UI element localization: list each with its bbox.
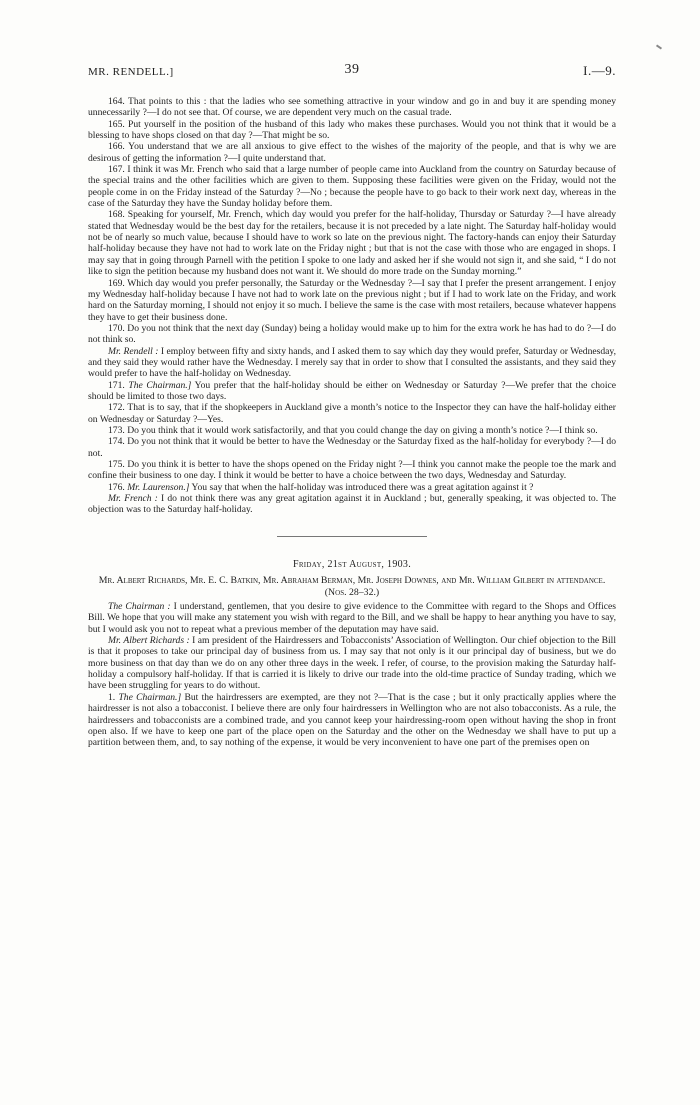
question-number: 171. [108, 379, 129, 391]
speaker-name: The Chairman.] [118, 691, 182, 703]
question-166: 166. You understand that we are all anxious to give effect to the wishes of the majority of the people, and that is why we are desirous of getting the information ?—I quite understand that. [88, 141, 616, 164]
speaker-name: The Chairman.] [128, 379, 192, 391]
page-header [88, 60, 616, 80]
question-172: 172. That is to say, that if the shopkeepers in Auckland give a month’s notice to the Inspector they can have the half-holiday either on Wednesday or Saturday ?—Yes. [88, 402, 616, 425]
question-170: 170. Do you not think that the next day (Sunday) being a holiday would make up to him for the extra work he has had to do ?—I do not think so. [88, 322, 616, 346]
speaker-name: Mr. French : [108, 493, 158, 505]
statement-text: I am president of the Hairdressers and Tobacconists’ Association of Wellington. Our chief objection to the Bill is that it proposes to take our principal day of business from us. I may say that not only is it our principal day of business, but we do more business on that day than we do on any other three days in the week. I refer, of course, to the provision making the Saturday half-holiday a compulsory half-holiday. If that is carried it is likely to drive our trade into the old-time practice of Sunday trading, which we have been struggling for years to do without. [88, 635, 616, 692]
question-171 [88, 380, 616, 403]
attendance-list: Mr. Albert Richards, Mr. E. C. Batkin, Mr. Abraham Berman, Mr. Joseph Downes, and Mr. William Gilbert in attendance. (Nos. 28–32.) [98, 575, 606, 598]
document-page [88, 60, 616, 749]
speaker-name: Mr. Laurenson.] [127, 481, 190, 493]
question-168: 168. Speaking for yourself, Mr. French, which day would you prefer for the half-holiday, Thursday or Saturday ?—I have already stated that Wednesday would be the best day for the retailers, because it is not preceded by a late night. The Saturday half-holiday would not be of nearly so much value, because I should have to work so late on the previous night. The factory-hands can enjoy their Saturday half-holiday because they have not had to work late on the Friday night ; but that is not the case with those who are engaged in shops. I may say that in going through Parnell with the petition I spoke to one lady and asked her if she would not sign it, and she said, “ I do not like to sign the petition because my husband does not want it. We should do more trade on the Sunday morning.” [88, 209, 616, 278]
question-text: You prefer that the half-holiday should be either on Wednesday or Saturday ?—We prefer that the choice should be limited to those two days. [88, 379, 617, 402]
rendell-statement [88, 346, 616, 380]
header-speaker: MR. RENDELL.] [88, 66, 174, 78]
speaker-name: The Chairman : [108, 601, 171, 613]
paper-reference: I.—9. [583, 63, 616, 78]
page-number: 39 [344, 62, 360, 77]
question-number: 176. [108, 481, 128, 493]
question-167: 167. I think it was Mr. French who said that a large number of people came into Auckland from the country on Saturday because of the special trains and the other facilities which are given to them. Supposing these facilities were given on the Friday, would not the people come in on the Friday instead of the Saturday ?—No ; because the people have to go back to their work next day, whereas in the case of the Saturday they have the Sunday holiday before them. [88, 164, 616, 210]
question-176 [88, 482, 616, 493]
question-number: 1. [108, 691, 119, 703]
richards-statement [88, 635, 616, 692]
margin-pencil-mark [656, 44, 662, 49]
session-date-heading: Friday, 21st August, 1903. [292, 558, 412, 570]
chairman-statement [88, 601, 616, 635]
question-174: 174. Do you not think that it would be better to have the Wednesday or the Saturday fixed as the half-holiday for everybody ?—I do not. [88, 436, 616, 459]
question-text: But the hairdressers are exempted, are they not ?—That is the case ; but it only practically applies where the hairdresser is not also a tobacconist. I believe there are only four hairdressers in Wellington who are not also tobacconists. As a rule, the hairdressers and tobacconists are a combined trade, and you cannot keep your hairdressing-room open without having the shop in front open also. If we have to keep one part of the place open on the Saturday and the other on the Wednesday we shall have to put up a partition between them, and, to say nothing of the expense, it would be very inconvenient to have one part of the premises open on [88, 691, 617, 749]
question-1 [88, 692, 616, 749]
question-164: 164. That points to this : that the ladies who see something attractive in your window and go in and buy it are spending money unnecessarily ?—I do not see that. Of course, we are dependent very much on the casual trade. [88, 96, 616, 119]
document-body [88, 96, 616, 749]
speaker-name: Mr. Albert Richards : [108, 635, 190, 647]
french-statement [88, 493, 616, 516]
statement-text: I do not think there was any great agitation against it in Auckland ; but, generally speaking, it was objected to. The objection was to the Saturday half-holiday. [88, 493, 616, 516]
statement-text: I employ between fifty and sixty hands, and I asked them to say which day they would prefer, Saturday or Wednesday, and they said they would rather have the Wednesday. I merely say that in order to show that I consulted the assistants, and they said they would prefer to have the half-holiday on Wednesday. [88, 345, 617, 380]
speaker-name: Mr. Rendell : [108, 345, 159, 357]
question-175: 175. Do you think it is better to have the shops opened on the Friday night ?—I think you cannot make the people toe the mark and confine their business to one day. I think it would be better to have a choice between the two days, Wednesday and Saturday. [88, 459, 616, 482]
question-173: 173. Do you think that it would work satisfactorily, and that you could change the day on giving a month’s notice ?—I think so. [108, 424, 598, 436]
question-169: 169. Which day would you prefer personally, the Saturday or the Wednesday ?—I say that I prefer the present arrangement. I enjoy my Wednesday half-holiday because I have not had to work late on the previous night ; but if I had to work late on the Friday, and work hard on the Saturday morning, I should not enjoy it so much. I believe the same is the case with most retailers, because whatever happens they have to get their business done. [88, 277, 616, 323]
statement-text: I understand, gentlemen, that you desire to give evidence to the Committee with regard to the Shops and Offices Bill. We hope that you will make any statement you wish with regard to the Bill, and we shall be happy to hear anything you have to say, but I would ask you not to repeat what a previous member of the deputation may have said. [88, 601, 617, 635]
question-165: 165. Put yourself in the position of the husband of this lady who makes these purchases. Would you not think that it would be a blessing to have shops closed on that day ?—That might be so. [88, 118, 616, 142]
question-text: You say that when the half-holiday was introduced there was a great agitation against it ? [189, 481, 534, 493]
section-divider [277, 536, 427, 537]
